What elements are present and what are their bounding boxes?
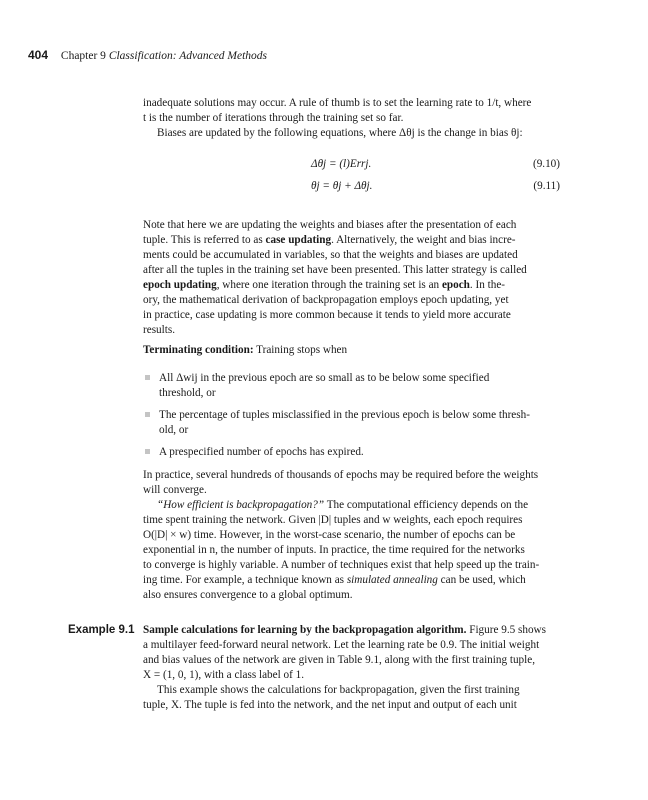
equation-9-10 (143, 158, 560, 180)
text-line: threshold, or (159, 387, 216, 399)
term-epoch: epoch (441, 279, 470, 291)
text-line: O(|D| × w) time. However, in the worst-case scenario, the number of epochs can be (143, 529, 516, 541)
example-body (143, 623, 560, 713)
text-line: and bias values of the network are given in Table 9.1, along with the first training tuple, (143, 654, 536, 666)
text-line: ory, the mathematical derivation of backpropagation employs epoch updating, yet (143, 294, 509, 306)
intro-paragraph (143, 96, 560, 141)
term-case-updating: case updating (265, 234, 332, 246)
text-line: The percentage of tuples misclassified in the previous epoch is below some thresh- (159, 409, 530, 421)
text-line: time spent training the network. Given |D| tuples and w weights, each epoch requires (143, 514, 523, 526)
case-updating-paragraph (143, 218, 560, 338)
text-line: exponential in n, the number of inputs. In practice, the time required for the networks (143, 544, 525, 556)
text-line: also ensures convergence to a global optimum. (143, 589, 353, 601)
bullet-item (143, 408, 560, 438)
running-head (28, 48, 267, 62)
text-line: ing time. For example, a technique known as simulated annealing can be used, which (143, 574, 526, 586)
equation-text: Δθj = (l)Errj. (311, 158, 372, 170)
text-line: after all the tuples in the training set have been presented. This latter strategy is called (143, 264, 527, 276)
equation-number: (9.10) (532, 158, 560, 170)
practice-paragraph (143, 468, 560, 498)
bullet-item (143, 445, 560, 460)
text-line: t is the number of iterations through the training set so far. (143, 112, 404, 124)
efficiency-question: “How efficient is backpropagation?” (157, 499, 325, 511)
terminating-condition (143, 343, 560, 358)
text-line: epoch updating, where one iteration through the training set is an epoch. In the- (143, 279, 506, 291)
text-line: A prespecified number of epochs has expired. (159, 446, 364, 458)
text-line: In practice, several hundreds of thousands of epochs may be required before the weights (143, 469, 539, 481)
text-line: X = (1, 0, 1), with a class label of 1. (143, 669, 305, 681)
example-label: Example 9.1 (68, 624, 135, 636)
text-line: in practice, case updating is more common because it tends to yield more accurate (143, 309, 511, 321)
bullet-marker-icon (145, 449, 150, 454)
equation-number: (9.11) (533, 180, 560, 192)
term-epoch-updating: epoch updating (143, 279, 217, 291)
term-simulated-annealing: simulated annealing (346, 574, 438, 586)
terminating-label: Terminating condition: (143, 344, 254, 356)
biases-line: Biases are updated by the following equations, where Δθj is the change in bias θj: (157, 127, 523, 139)
text-line: tuple. This is referred to as case updating. Alternatively, the weight and bias incre- (143, 234, 516, 246)
text-line: ments could be accumulated in variables, so that the weights and biases are updated (143, 249, 518, 261)
text-line: old, or (159, 424, 189, 436)
equation-block (143, 158, 560, 202)
text-line: Sample calculations for learning by the backpropagation algorithm. Figure 9.5 shows (143, 624, 546, 636)
text-line: results. (143, 324, 176, 336)
text-line: a multilayer feed-forward neural network. Let the learning rate be 0.9. The initial weight (143, 639, 540, 651)
example-title: Sample calculations for learning by the backpropagation algorithm. (143, 624, 467, 636)
chapter-title: Classification: Advanced Methods (108, 50, 268, 62)
text-line: to converge is highly variable. A number of techniques exist that help speed up the train- (143, 559, 540, 571)
bullet-marker-icon (145, 375, 150, 380)
text-line: will converge. (143, 484, 207, 496)
text-line: tuple, X. The tuple is fed into the network, and the net input and output of each unit (143, 699, 517, 711)
equation-text: θj = θj + Δθj. (311, 180, 373, 192)
bullet-item (143, 371, 560, 401)
page-number: 404 (28, 48, 49, 62)
terminating-text: Training stops when (256, 344, 348, 356)
bullet-marker-icon (145, 412, 150, 417)
efficiency-paragraph (143, 498, 560, 603)
text-line: Note that here we are updating the weights and biases after the presentation of each (143, 219, 517, 231)
terminating-bullets (143, 371, 560, 460)
text-line: inadequate solutions may occur. A rule of thumb is to set the learning rate to 1/t, where (143, 97, 532, 109)
chapter-number: Chapter 9 (60, 50, 106, 62)
text-line: “How efficient is backpropagation?” The computational efficiency depends on the (157, 499, 529, 511)
equation-9-11 (143, 180, 560, 202)
text-line: All Δwij in the previous epoch are so small as to be below some specified (159, 372, 490, 384)
text-line: This example shows the calculations for backpropagation, given the first training (157, 684, 520, 696)
